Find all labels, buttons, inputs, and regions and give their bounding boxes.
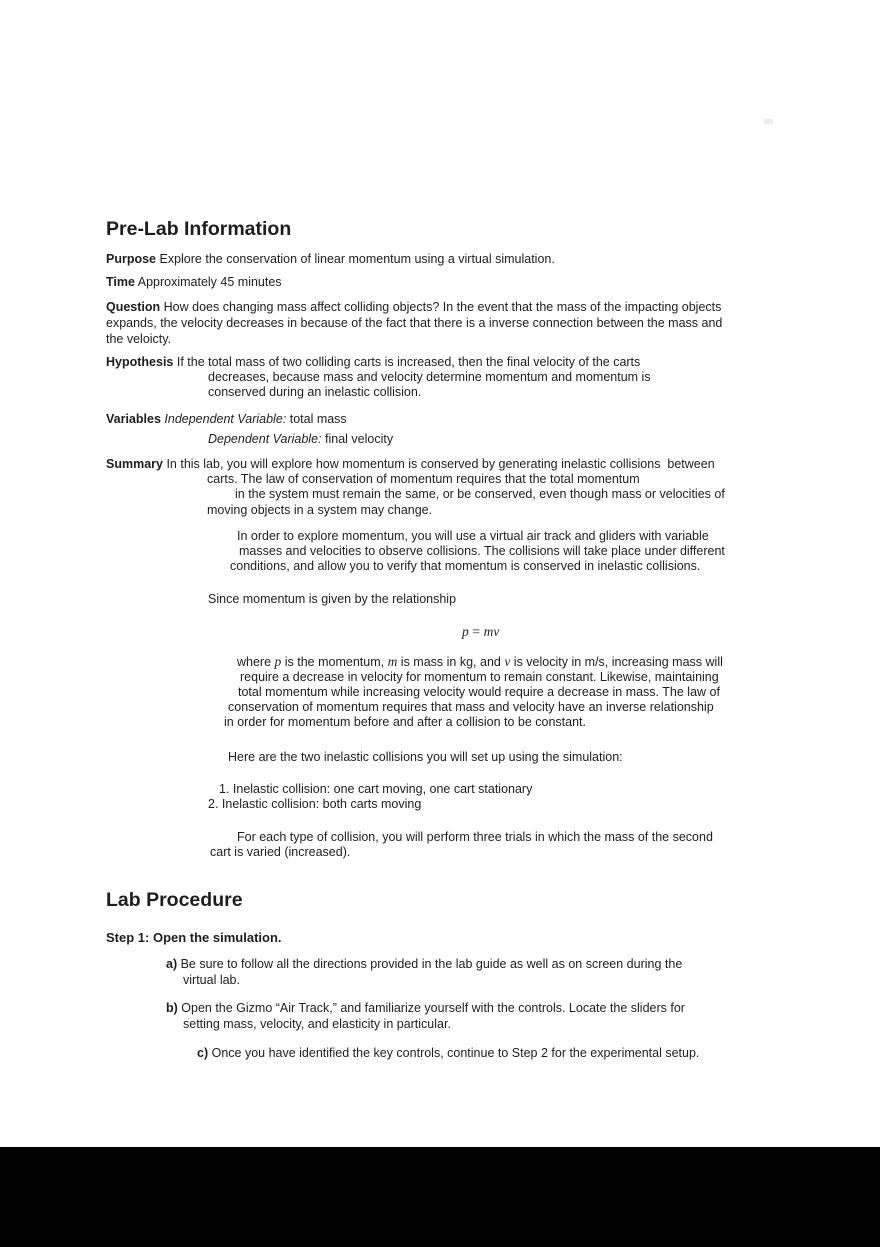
question-line-3-seg-0: the veloicty. (106, 332, 172, 346)
variables-line (106, 413, 347, 426)
hypothesis-line-1-seg-1: If the total mass of two colliding carts is increased, then the final velocity of the carts (173, 355, 641, 369)
summary2-line-3-seg-0: conditions, and allow you to verify that momentum is conserved in inelastic collisions. (230, 559, 701, 573)
momentum-formula-seg-0: p (462, 624, 469, 639)
where-line-4 (228, 701, 714, 714)
collision-item-1 (219, 783, 532, 796)
hypothesis-line-3-seg-0: conserved during an inelastic collision. (208, 385, 422, 399)
question-line-1-seg-1: How does changing mass affect colliding objects? In the event that the mass of the impacting objects (160, 300, 722, 314)
where-line-2 (240, 671, 719, 684)
where-line-1-seg-6: is velocity in m/s, increasing mass will (510, 655, 723, 669)
summary-line-1-seg-0: Summary (106, 457, 163, 471)
step1b-line-1 (166, 1002, 685, 1015)
step1a-line-1-seg-0: a) (166, 957, 178, 971)
purpose-line-seg-1: Explore the conservation of linear momentum using a virtual simulation. (156, 252, 555, 266)
where-line-1-seg-3: m (387, 654, 398, 669)
variables-line-seg-3: total mass (286, 412, 347, 426)
summary2-line-2-seg-0: masses and velocities to observe collisions. The collisions will take place under different (239, 544, 725, 558)
prelab-heading-seg-0: Pre-Lab Information (106, 218, 292, 240)
summary-line-3 (235, 488, 725, 501)
summary2-line-1 (237, 530, 709, 543)
collisions-intro-line-seg-0: Here are the two inelastic collisions you will set up using the simulation: (228, 750, 623, 764)
summary-line-1 (106, 458, 715, 471)
summary2-line-2 (239, 545, 725, 558)
momentum-formula-seg-2: mv (483, 624, 500, 639)
variables-line-seg-0: Variables (106, 412, 161, 426)
step1-heading (106, 931, 282, 944)
page-artifact-speck (764, 119, 773, 124)
summary-line-2 (207, 473, 640, 486)
where-line-3-seg-0: total momentum while increasing velocity would require a decrease in mass. The law of (238, 685, 720, 699)
hypothesis-line-2-seg-0: decreases, because mass and velocity determine momentum and momentum is (208, 370, 651, 384)
momentum-formula (462, 625, 499, 640)
question-line-2-seg-0: expands, the velocity decreases in because of the fact that there is a inverse connection between the mass and (106, 316, 723, 330)
trials-line-2 (210, 846, 350, 859)
collision-item-2 (208, 798, 421, 811)
where-line-4-seg-0: conservation of momentum requires that mass and velocity have an inverse relationship (228, 700, 714, 714)
summary-line-2-seg-0: carts. The law of conservation of momentum requires that the total momentum (207, 472, 640, 486)
collisions-intro-line (228, 751, 623, 764)
question-line-2 (106, 317, 722, 330)
dependent-variable-line-seg-0: Dependent Variable: (208, 432, 322, 446)
momentum-intro-line (208, 593, 456, 606)
step1a-line-1 (166, 958, 682, 971)
collision-item-2-seg-0: 2. Inelastic collision: both carts moving (208, 797, 422, 811)
step1b-line-1-seg-0: b) (166, 1001, 178, 1015)
step1b-line-1-seg-1: Open the Gizmo “Air Track,” and familiarize yourself with the controls. Locate the sliders for (177, 1001, 685, 1015)
step1b-line-2 (183, 1018, 451, 1031)
summary-line-4-seg-0: moving objects in a system may change. (207, 503, 433, 517)
where-line-1-seg-1: p (274, 654, 282, 669)
momentum-intro-line-seg-0: Since momentum is given by the relationship (208, 592, 457, 606)
hypothesis-line-3 (208, 386, 421, 399)
step1a-line-1-seg-1: Be sure to follow all the directions provided in the lab guide as well as on screen during the (177, 957, 683, 971)
summary-line-1-seg-1: In this lab, you will explore how momentum is conserved by generating inelastic collisions between (162, 457, 715, 471)
question-line-1-seg-0: Question (106, 300, 161, 314)
step1c-line-seg-0: c) (197, 1046, 209, 1060)
dependent-variable-line-seg-1: final velocity (321, 432, 394, 446)
prelab-heading (106, 220, 291, 240)
where-line-2-seg-0: require a decrease in velocity for momentum to remain constant. Likewise, maintaining (240, 670, 719, 684)
step1b-line-2-seg-0: setting mass, velocity, and elasticity in particular. (183, 1017, 451, 1031)
hypothesis-line-1-seg-0: Hypothesis (106, 355, 174, 369)
time-line (106, 276, 282, 289)
question-line-1 (106, 301, 721, 314)
where-line-1-seg-4: is mass in kg, and (397, 655, 505, 669)
hypothesis-line-2 (208, 371, 651, 384)
where-line-1-seg-5: v (504, 654, 511, 669)
step1c-line (197, 1047, 699, 1060)
dependent-variable-line (208, 433, 393, 446)
summary-line-3-seg-0: in the system must remain the same, or be conserved, even though mass or velocities of (235, 487, 725, 501)
step1a-line-2-seg-0: virtual lab. (183, 973, 240, 987)
hypothesis-line-1 (106, 356, 640, 369)
where-line-3 (238, 686, 720, 699)
trials-line-1 (237, 831, 713, 844)
where-line-1-seg-2: is the momentum, (281, 655, 388, 669)
where-line-1 (237, 655, 723, 669)
summary-line-4 (207, 504, 432, 517)
summary2-line-1-seg-0: In order to explore momentum, you will use a virtual air track and gliders with variable (237, 529, 709, 543)
collision-item-1-seg-0: 1. Inelastic collision: one cart moving, one cart stationary (219, 782, 533, 796)
trials-line-1-seg-0: For each type of collision, you will perform three trials in which the mass of the second (237, 830, 713, 844)
question-line-3 (106, 333, 171, 346)
step1c-line-seg-1: Once you have identified the key controls, continue to Step 2 for the experimental setup. (208, 1046, 700, 1060)
procedure-heading (106, 891, 243, 911)
time-line-seg-0: Time (106, 275, 135, 289)
purpose-line (106, 253, 555, 266)
procedure-heading-seg-0: Lab Procedure (106, 889, 243, 911)
bottom-black-bar (0, 1147, 880, 1247)
purpose-line-seg-0: Purpose (106, 252, 157, 266)
variables-line-seg-2: Independent Variable: (164, 412, 287, 426)
step1a-line-2 (183, 974, 240, 987)
where-line-5-seg-0: in order for momentum before and after a collision to be constant. (224, 715, 586, 729)
trials-line-2-seg-0: cart is varied (increased). (210, 845, 351, 859)
where-line-5 (224, 716, 586, 729)
momentum-formula-seg-1: = (468, 625, 484, 640)
step1-heading-seg-0: Step 1: Open the simulation. (106, 930, 282, 945)
where-line-1-seg-0: where (237, 655, 275, 669)
summary2-line-3 (230, 560, 700, 573)
time-line-seg-1: Approximately 45 minutes (134, 275, 282, 289)
